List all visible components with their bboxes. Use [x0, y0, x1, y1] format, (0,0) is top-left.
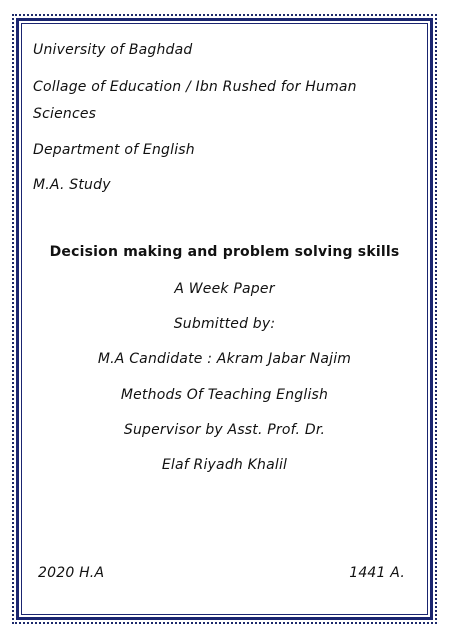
- submitted-by-label: Submitted by:: [173, 316, 276, 332]
- course-name: Methods Of Teaching English: [120, 387, 329, 403]
- supervisor-name: Elaf Riyadh Khalil: [161, 457, 288, 473]
- year-ad: 1441 A.: [349, 565, 405, 581]
- paper-title: Decision making and problem solving skills: [49, 244, 400, 260]
- year-hijri: 2020 H.A: [38, 565, 105, 581]
- college-name-line1: Collage of Education / Ibn Rushed for Human: [33, 79, 357, 95]
- supervisor-title: Supervisor by Asst. Prof. Dr.: [123, 422, 326, 438]
- department-name: Department of English: [33, 142, 195, 158]
- university-name: University of Baghdad: [33, 42, 193, 58]
- candidate-name: M.A Candidate : Akram Jabar Najim: [97, 351, 352, 367]
- study-level: M.A. Study: [33, 177, 111, 193]
- paper-type: A Week Paper: [174, 281, 275, 297]
- college-name-line2: Sciences: [33, 106, 97, 122]
